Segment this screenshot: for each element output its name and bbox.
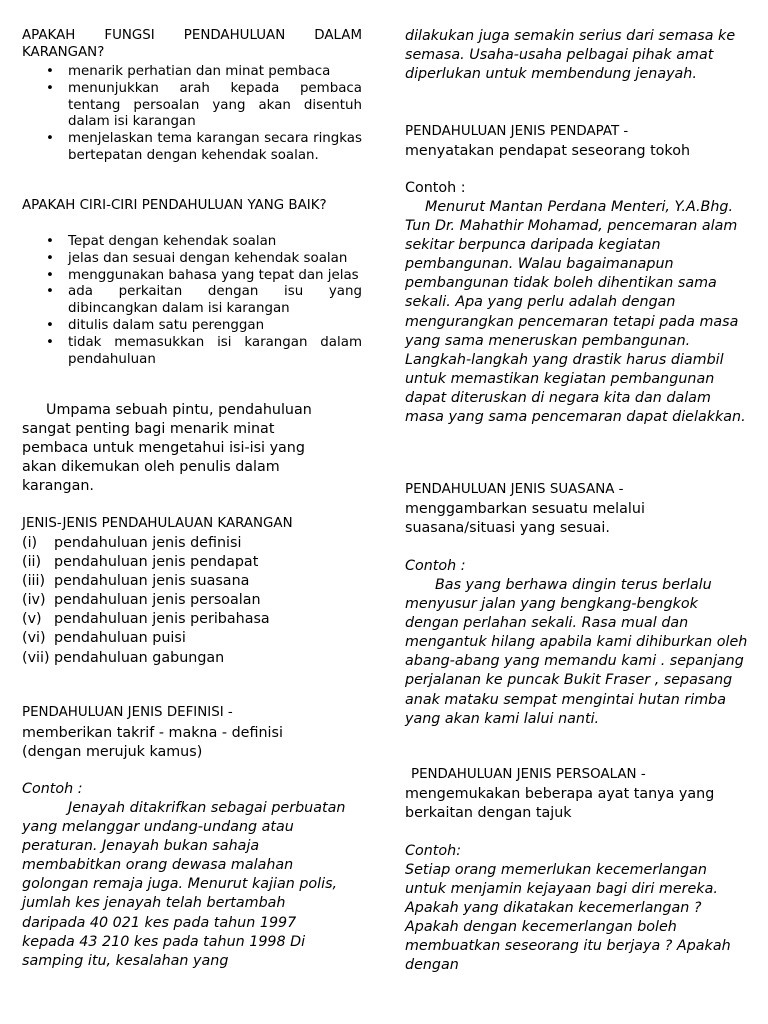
suasana-contoh-label: Contoh : (405, 558, 466, 574)
definisi-example: Jenayah ditakrifkan sebagai perbuatan yang melanggar undang-undang atau peraturan. Jenayah bukan sahaja membabitkan orang dewasa malahan golongan remaja juga. Menurut kajian polis, jumlah kes jenayah telah bertambah daripada 40 021 kes pada tahun 1997 kepada 43 210 kes pada tahun 1998 Di samping itu, kesalahan yang (22, 800, 346, 969)
list-item: (iv) pendahuluan jenis persoalan (22, 592, 261, 609)
list-item: (ii) pendahuluan jenis pendapat (22, 554, 259, 571)
question-characteristics-heading: APAKAH CIRI-CIRI PENDAHULUAN YANG BAIK? (22, 198, 327, 213)
pendapat-example: Menurut Mantan Perdana Menteri, Y.A.Bhg. Tun Dr. Mahathir Mohamad, pencemaran alam sekitar berpunca daripada kegiatan pembangunan. Walau bagaimanapun pembangunan tidak boleh dihentikan sama sekali. Apa yang perlu adalah dengan mengurangkan pencemaran tetapi pada masa yang sama meneruskan pembangunan. Langkah-langkah yang drastik harus diambil untuk memastikan kegiatan pembangunan dapat diteruskan di negara kita dan dalam masa yang sama pencemaran dapat dielakkan. (405, 199, 746, 426)
suasana-example: Bas yang berhawa dingin terus berlalu menyusur jalan yang bengkang-bengkok dengan perlahan sekali. Rasa mual dan mengantuk hilang apabila kami dihiburkan oleh abang-abang yang memandu kami . sepanjang perjalanan ke puncak Bukit Fraser , sepasang anak mataku sempat mengintai hutan rimba yang akan kami lalui nanti. (405, 577, 748, 727)
pendapat-contoh-label: Contoh : (405, 180, 466, 196)
persoalan-description: mengemukakan beberapa ayat tanya yang berkaitan dengan tajuk (405, 786, 715, 822)
persoalan-contoh-label: Contoh: (405, 843, 462, 859)
list-item: (vii) pendahuluan gabungan (22, 649, 225, 666)
continuation-paragraph: dilakukan juga semakin serius dari semasa ke semasa. Usaha-usaha pelbagai pihak amat diperlukan untuk membendung jenayah. (405, 28, 736, 83)
list-item: • menggunakan bahasa yang tepat dan jelas (22, 268, 362, 285)
suasana-description: menggambarkan sesuatu melalui suasana/situasi yang sesuai. (405, 501, 645, 537)
list-item: • menarik perhatian dan minat pembaca (22, 64, 362, 81)
pendapat-description: menyatakan pendapat seseorang tokoh (405, 143, 691, 159)
suasana-heading: PENDAHULUAN JENIS SUASANA - (405, 482, 624, 497)
function-list (22, 64, 362, 165)
list-item: • menjelaskan tema karangan secara ringkas bertepatan dengan kehendak soalan. (22, 131, 362, 165)
definisi-description: memberikan takrif - makna - definisi (dengan merujuk kamus) (22, 725, 283, 761)
types-heading: JENIS-JENIS PENDAHULAUAN KARANGAN (22, 516, 293, 531)
persoalan-heading: PENDAHULUAN JENIS PERSOALAN - (411, 767, 646, 782)
question-function-heading: APAKAH FUNGSI PENDAHULUAN DALAM KARANGAN? (22, 28, 362, 60)
list-item: • ada perkaitan dengan isu yang dibincangkan dalam isi karangan (22, 284, 362, 318)
list-item: • Tepat dengan kehendak soalan (22, 234, 362, 251)
list-item: (v) pendahuluan jenis peribahasa (22, 611, 270, 628)
list-item: • jelas dan sesuai dengan kehendak soalan (22, 251, 362, 268)
characteristics-list (22, 234, 362, 368)
analogy-paragraph: Umpama sebuah pintu, pendahuluan sangat penting bagi menarik minat pembaca untuk mengetahui isi-isi yang akan dikemukan oleh penulis dalam karangan. (22, 402, 312, 495)
list-item: (i) pendahuluan jenis definisi (22, 535, 242, 551)
pendapat-heading: PENDAHULUAN JENIS PENDAPAT - (405, 124, 629, 139)
list-item: • ditulis dalam satu perenggan (22, 318, 362, 335)
list-item: (vi) pendahuluan puisi (22, 630, 186, 647)
list-item: • tidak memasukkan isi karangan dalam pendahuluan (22, 335, 362, 369)
definisi-heading: PENDAHULUAN JENIS DEFINISI - (22, 705, 233, 720)
list-item: • menunjukkan arah kepada pembaca tentang persoalan yang akan disentuh dalam isi karangan (22, 81, 362, 131)
types-list (22, 534, 362, 668)
list-item: (iii) pendahuluan jenis suasana (22, 573, 250, 590)
contoh-label: Contoh : (22, 781, 83, 797)
persoalan-example: Setiap orang memerlukan kecemerlangan untuk menjamin kejayaan bagi diri mereka. Apakah yang dikatakan kecemerlangan ? Apakah dengan kecemerlangan boleh membuatkan seseorang itu berjaya ? Apakah dengan (405, 862, 731, 974)
